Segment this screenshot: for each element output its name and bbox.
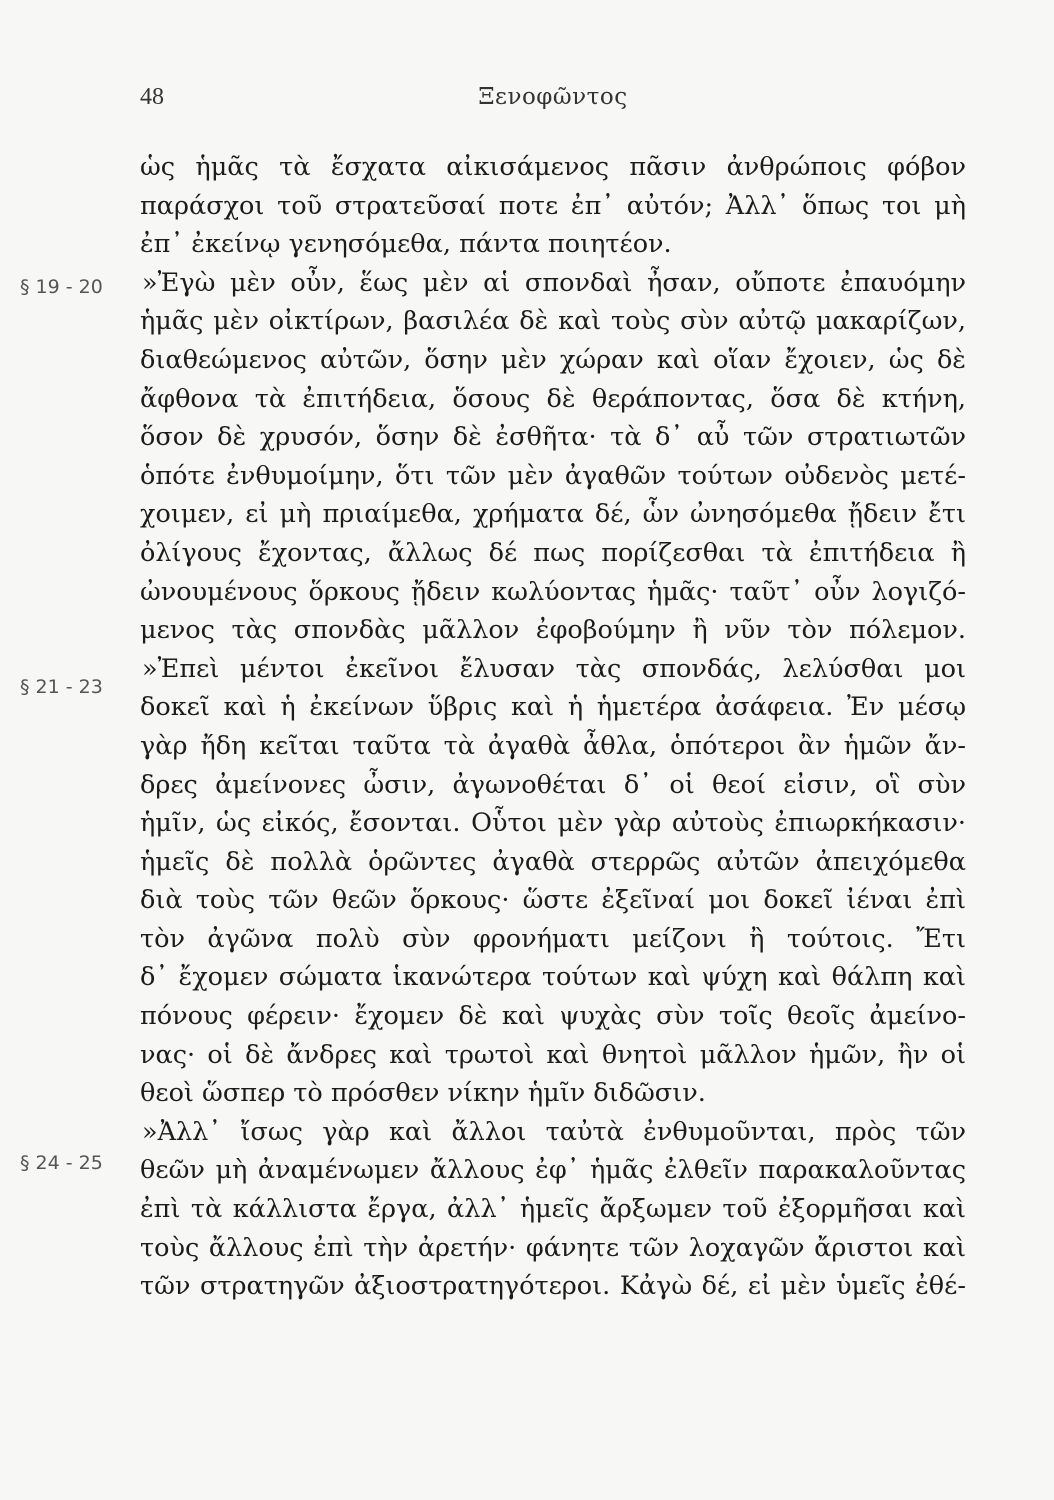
text-line: θεῶν μὴ ἀναμένωμεν ἄλλους ἐφ᾽ ἡμᾶς ἐλθεῖν παρακαλοῦντας bbox=[140, 1155, 966, 1186]
text-line: »Ἐπεὶ μέντοι ἐκεῖνοι ἔλυσαν τὰς σπονδάς, λελύσθαι μοι bbox=[142, 653, 966, 684]
text-line: ὀλίγους ἔχοντας, ἄλλως δέ πως πορίζεσθαι τὰ ἐπιτήδεια ἢ bbox=[140, 537, 966, 568]
text-line: τὸν ἀγῶνα πολὺ σὺν φρονήματι μείζονι ἢ τούτοις. Ἔτι bbox=[140, 923, 966, 954]
text-line: διὰ τοὺς τῶν θεῶν ὅρκους· ὥστε ἐξεῖναί μοι δοκεῖ ἰέναι ἐπὶ bbox=[140, 885, 966, 916]
margin-note-section-24-25: § 24 - 25 bbox=[20, 1152, 103, 1174]
text-line: τῶν στρατηγῶν ἀξιοστρατηγότεροι. Κἀγὼ δέ, εἰ μὲν ὑμεῖς ἐθέ- bbox=[140, 1271, 966, 1302]
text-line: δ᾽ ἔχομεν σώματα ἱκανώτερα τούτων καὶ ψύχη καὶ θάλπη καὶ bbox=[140, 962, 966, 993]
text-line: δρες ἀμείνονες ὦσιν, ἀγωνοθέται δ᾽ οἱ θεοί εἰσιν, οἳ σὺν bbox=[140, 769, 966, 800]
text-line: »Ἐγὼ μὲν οὖν, ἕως μὲν αἱ σπονδαὶ ἦσαν, οὔποτε ἐπαυόμην bbox=[142, 267, 966, 298]
text-line: γὰρ ἤδη κεῖται ταῦτα τὰ ἀγαθὰ ἆθλα, ὁπότεροι ἂν ἡμῶν ἄν- bbox=[140, 730, 966, 761]
text-line: »Ἀλλ᾽ ἴσως γὰρ καὶ ἄλλοι ταὐτὰ ἐνθυμοῦνται, πρὸς τῶν bbox=[142, 1116, 966, 1147]
text-line: χοιμεν, εἰ μὴ πριαίμεθα, χρήματα δέ, ὧν ὠνησόμεθα ᾔδειν ἔτι bbox=[140, 499, 966, 530]
running-head: Ξενοφῶντος bbox=[478, 84, 628, 110]
text-line: παράσχοι τοῦ στρατεῦσαί ποτε ἐπ᾽ αὐτόν; Ἀλλ᾽ ὅπως τοι μὴ bbox=[140, 190, 966, 221]
text-line: διαθεώμενος αὐτῶν, ὅσην μὲν χώραν καὶ οἵαν ἔχοιεν, ὡς δὲ bbox=[140, 344, 966, 375]
text-line: θεοὶ ὥσπερ τὸ πρόσθεν νίκην ἡμῖν διδῶσιν. bbox=[140, 1078, 706, 1109]
text-line: νας· οἱ δὲ ἄνδρες καὶ τρωτοὶ καὶ θνητοὶ μᾶλλον ἡμῶν, ἢν οἱ bbox=[140, 1039, 966, 1070]
text-line: ἡμεῖς δὲ πολλὰ ὁρῶντες ἀγαθὰ στερρῶς αὐτῶν ἀπειχόμεθα bbox=[140, 846, 966, 877]
text-line: ὅσον δὲ χρυσόν, ὅσην δὲ ἐσθῆτα· τὰ δ᾽ αὖ τῶν στρατιωτῶν bbox=[140, 422, 966, 453]
text-line: ὡς ἡμᾶς τὰ ἔσχατα αἰκισάμενος πᾶσιν ἀνθρώποις φόβον bbox=[140, 152, 966, 182]
text-line: ἡμῖν, ὡς εἰκός, ἔσονται. Οὗτοι μὲν γὰρ αὐτοὺς ἐπιωρκήκασιν· bbox=[140, 808, 966, 839]
text-line: πόνους φέρειν· ἔχομεν δὲ καὶ ψυχὰς σὺν τοῖς θεοῖς ἀμείνο- bbox=[140, 1001, 966, 1032]
margin-note-section-21-23: § 21 - 23 bbox=[20, 676, 103, 698]
text-line: ἐπὶ τὰ κάλλιστα ἔργα, ἀλλ᾽ ἡμεῖς ἄρξωμεν τοῦ ἐξορμῆσαι καὶ bbox=[140, 1194, 966, 1225]
main-text bbox=[140, 148, 966, 1306]
text-line: ἐπ᾽ ἐκείνῳ γενησόμεθα, πάντα ποιητέον. bbox=[140, 229, 672, 260]
text-line: ἄφθονα τὰ ἐπιτήδεια, ὅσους δὲ θεράποντας, ὅσα δὲ κτήνη, bbox=[140, 383, 966, 414]
text-line: ὠνουμένους ὅρκους ᾔδειν κωλύοντας ἡμᾶς· ταῦτ᾽ οὖν λογιζό- bbox=[140, 576, 966, 607]
text-line: τοὺς ἄλλους ἐπὶ τὴν ἀρετήν· φάνητε τῶν λοχαγῶν ἄριστοι καὶ bbox=[140, 1232, 966, 1263]
page-number: 48 bbox=[140, 84, 164, 110]
text-line: ἡμᾶς μὲν οἰκτίρων, βασιλέα δὲ καὶ τοὺς σὺν αὐτῷ μακαρίζων, bbox=[140, 306, 966, 337]
page-header bbox=[140, 84, 966, 124]
text-line: δοκεῖ καὶ ἡ ἐκείνων ὕβρις καὶ ἡ ἡμετέρα ἀσάφεια. Ἐν μέσῳ bbox=[140, 692, 966, 723]
text-line: ὁπότε ἐνθυμοίμην, ὅτι τῶν μὲν ἀγαθῶν τούτων οὐδενὸς μετέ- bbox=[140, 460, 966, 491]
text-line: μενος τὰς σπονδὰς μᾶλλον ἐφοβούμην ἢ νῦν τὸν πόλεμον. bbox=[140, 615, 966, 646]
margin-note-section-19-20: § 19 - 20 bbox=[20, 276, 103, 298]
